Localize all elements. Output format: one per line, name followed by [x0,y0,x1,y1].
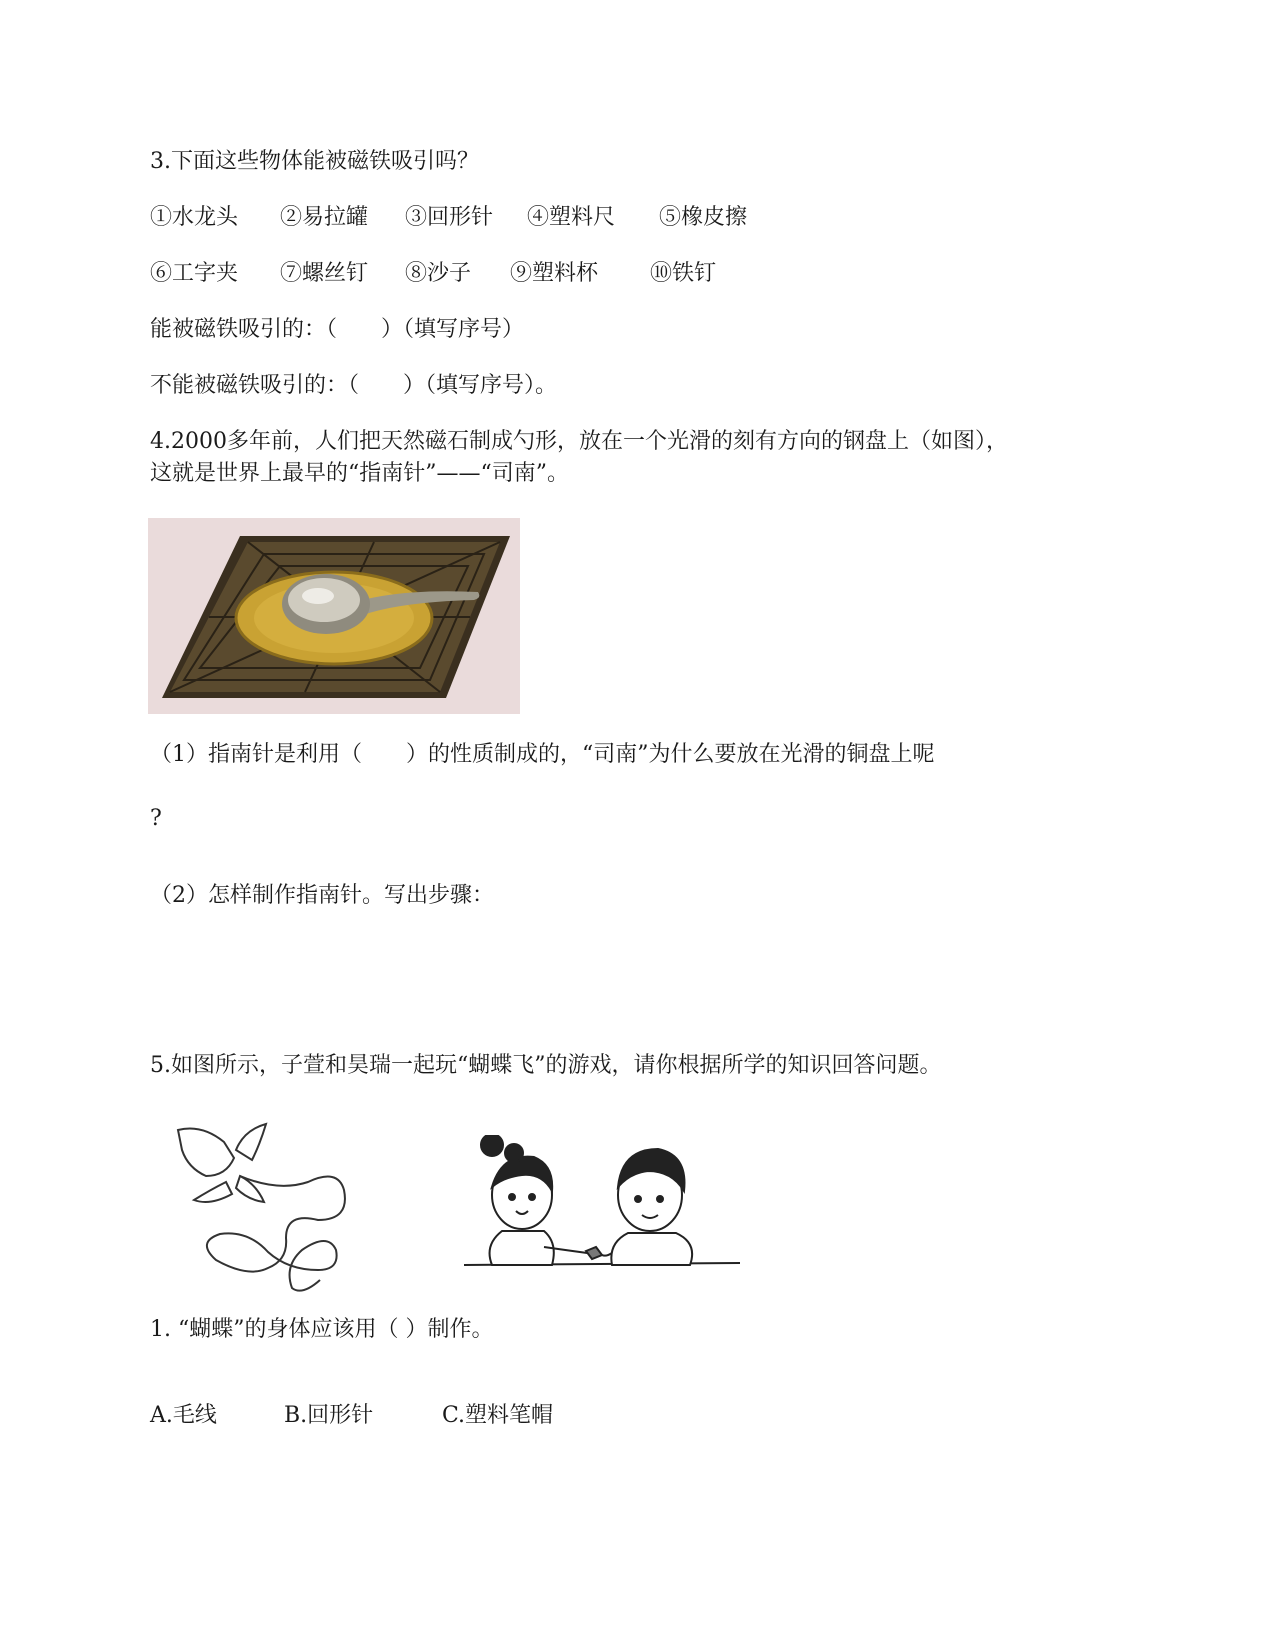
q3-items-row1 [150,204,747,232]
sinan-compass-photo [148,518,520,714]
q4-sub1-end: ? [150,806,162,831]
two-children-playing [462,1135,742,1310]
q4-sub2: （2）怎样制作指南针。写出步骤： [150,883,494,908]
q5-intro: 5.如图所示，子萱和昊瑞一起玩“蝴蝶飞”的游戏，请你根据所学的知识回答问题。 [150,1053,942,1078]
q4-intro-line1: 4.2000多年前，人们把天然磁石制成勺形，放在一个光滑的刻有方向的钢盘上（如图）， [150,429,1008,454]
q3-item: ①水龙头 [150,205,239,230]
q3-item: ③回形针 [405,205,494,230]
q3-items-row2 [150,260,716,288]
q3-item: ⑥工字夹 [150,261,239,286]
q3-item: ⑩铁钉 [650,261,717,286]
q3-item: ②易拉罐 [280,205,369,230]
q5-sub1: 1. “蝴蝶”的身体应该用（ ）制作。 [150,1317,494,1342]
q3-not-attracted-blank: 不能被磁铁吸引的：（ ）（填写序号）。 [150,373,558,398]
q3-item: ⑦螺丝钉 [280,261,369,286]
q5-option-b: B.回形针 [284,1403,374,1428]
paper-butterfly-on-thread [168,1120,368,1296]
q3-item: ④塑料尺 [527,205,616,230]
q3-item: ⑨塑料杯 [510,261,599,286]
q4-intro-line2: 这就是世界上最早的“指南针”——“司南”。 [150,461,569,486]
q3-item: ⑤橡皮擦 [659,205,748,230]
q5-options [150,1402,553,1430]
q3-attracted-blank: 能被磁铁吸引的：（ ）（填写序号） [150,317,525,342]
q5-option-a: A.毛线 [150,1403,217,1428]
q4-sub1: （1）指南针是利用（ ）的性质制成的，“司南”为什么要放在光滑的铜盘上呢 [150,742,935,767]
q3-item: ⑧沙子 [405,261,472,286]
q3-title: 3.下面这些物体能被磁铁吸引吗？ [150,149,479,174]
q5-option-c: C.塑料笔帽 [442,1403,554,1428]
